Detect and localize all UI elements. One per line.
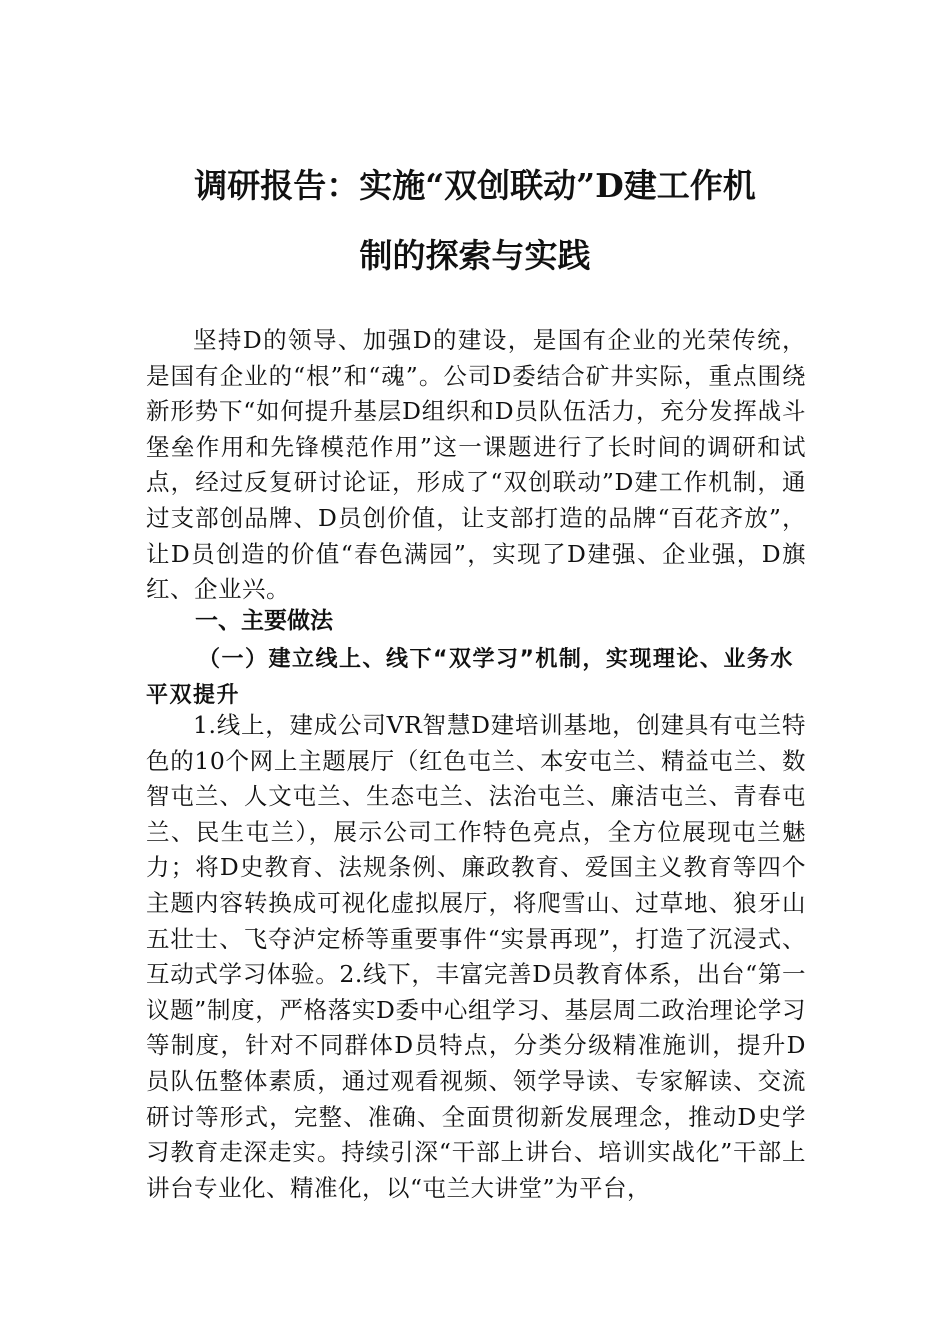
body-paragraph: 1.线上，建成公司VR智慧D建培训基地，创建具有屯兰特色的10个网上主题展厅（红色屯兰、本安屯兰、精益屯兰、数智屯兰、人文屯兰、生态屯兰、法治屯兰、廉洁屯兰、青春屯兰、民生屯兰），展示公司工作特色亮点，全方位展现屯兰魅力；将D史教育、法规条例、廉政教育、爱国主义教育等四个主题内容转换成可视化虚拟展厅，将爬雪山、过草地、狼牙山五壮士、飞夺泸定桥等重要事件“实景再现”，打造了沉浸式、互动式学习体验。2.线下，丰富完善D员教育体系，出台“第一议题”制度，严格落实D委中心组学习、基层周二政治理论学习等制度，针对不同群体D员特点，分类分级精准施训，提升D员队伍整体素质，通过观看视频、领学导读、专家解读、交流研讨等形式，完整、准确、全面贯彻新发展理念，推动D史学习教育走深走实。持续引深“干部上讲台、培训实战化”干部上讲台专业化、精准化，以“屯兰大讲堂”为平台， [146, 711, 806, 1202]
document-title-line-1: 调研报告：实施“双创联动”D建工作机 [194, 166, 756, 205]
subsection-heading: （一）建立线上、线下“双学习”机制，实现理论、业务水平双提升 [146, 647, 794, 708]
intro-paragraph: 坚持D的领导、加强D的建设，是国有企业的光荣传统，是国有企业的“根”和“魂”。公司D委结合矿井实际，重点围绕新形势下“如何提升基层D组织和D员队伍活力，充分发挥战斗堡垒作用和先锋模范作用”这一课题进行了长时间的调研和试点，经过反复研讨论证，形成了“双创联动”D建工作机制，通过支部创品牌、D员创价值，让支部打造的品牌“百花齐放”，让D员创造的价值“春色满园”，实现了D建强、企业强，D旗红、企业兴。 [146, 326, 806, 604]
section-heading: 一、主要做法 [195, 608, 333, 634]
document-title-line-2: 制的探索与实践 [359, 236, 591, 275]
